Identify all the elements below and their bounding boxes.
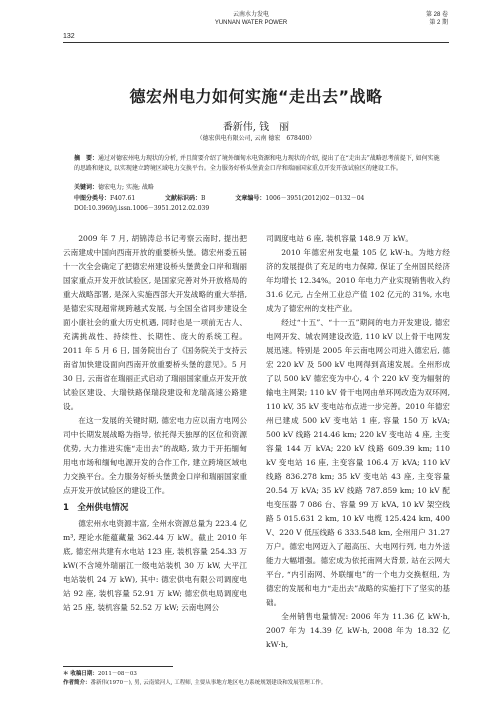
author-bio-label: 作者简介： (63, 680, 91, 686)
journal-name-cn: 云南水力发电 (232, 12, 269, 18)
body-paragraph: 司调度电站 6 座, 装机容量 148.9 万 kW。 (266, 234, 413, 243)
article-number-label: 文章编号： (235, 195, 266, 202)
body-paragraph: 在这一发展的关键时期, 德宏电力应以南方电网公司中长期发展战略为指导, 依托得天独厚的区位和资源优势, 大力推进实施“走出去”的战略, 致力于开拓缅甸用电市场和缅甸电源开发的合作工作, 建立跨境区域电力交换平台。全力服务好桥头堡黄金口岸和瑞丽国家重点开发开放试验区的建设工作。 (63, 416, 247, 495)
clc-value: F407.61 (110, 195, 136, 202)
keywords-label: 关键词： (74, 184, 99, 191)
page-number: 132 (63, 33, 75, 40)
journal-name-en: YUNNAN WATER POWER (214, 20, 288, 26)
volume-label: 第 28 卷 (425, 12, 448, 18)
doi: DOI:10.3969/j.issn.1006－3951.2012.02.039 (74, 205, 210, 212)
issue-label: 第 2 期 (429, 20, 448, 26)
body-paragraph: 德宏州水电资源丰富, 全州水资源总量为 223.4 亿 m³, 理论水能蕴藏量 362.44 万 kW。截止 2010 年底, 德宏州共建有水电站 123 座, 装机容量 254.33 万 kW(不含境外瑞丽江一级电站装机 30 万 kW, 大平江电站装机 24 万 kW), 其中: 德宏供电有限公司调度电站 92 座, 装机容量 52.91 万 kW; 德宏供电局调度电站 25 座, 装机容量 52.52 万 kW; 云南电网公 (63, 519, 247, 612)
clc-label: 中图分类号： (74, 195, 111, 202)
body-paragraph: 全州销售电量情况: 2006 年为 11.36 亿 kW·h, 2007 年为 14.39 亿 kW·h, 2008 年为 18.32 亿 kW·h, (266, 612, 450, 649)
body-paragraph: 经过“十五”、“十一五”期间的电力开发建设, 德宏电网开发、城农网建设改造, 110 kV 以上骨干电网发展迅速。特别是 2005 年云南电网公司进入德宏后, 德宏 220 kV 及 500 kV 电网得到高速发展。全州形成了以 500 kV 德宏变为中心, 4 个 220 kV 变为辐射的输电主网架; 110 kV 骨干电网由单环网改造为双环网, 110 kV, 35 kV 变电站布点进一步完善。2010 年德宏州已建成 500 kV 变电站 1 座, 容量 150 万 kVA; 500 kV 线路 214.46 km; 220 kV 变电站 4 座, 主变容量 144 万 kVA; 220 kV 线路 609.39 km; 110 kV 变电站 16 座, 主变容量 106.4 万 kVA; 110 kV 线路 836.278 km; 35 kV 变电站 43 座, 主变容量 20.54 万 kVA; 35 kV 线路 787.859 km; 10 kV 配电变压器 7 086 台、容量 99 万 kVA, 10 kV 架空线路 5 015.631 2 km, 10 kV 电缆 125.424 km, 400 V、220 V 低压线路 6 333.548 km, 全州用户 31.27 万户。德宏电网迈入了超高压、大电网行列, 电力外送能力大幅增强。德宏成为依托南网大背景, 站在云网大平台, “内引南网、外联缅电”的一个电力交换枢纽, 为德宏的发展和电力“走出去”战略的实施打下了坚实的基础。 (266, 318, 450, 607)
author-bio-text: 番新伟(1970－), 男, 云南梁河人, 工程师, 主要从事地方地区电力系统规划建设和发展管理工作。 (90, 680, 327, 686)
article-title: 德宏州电力如何实施“走出去”战略 (129, 87, 383, 106)
running-header-journal (180, 11, 322, 27)
author-affiliation: （德宏供电有限公司, 云南 德宏 678400） (196, 135, 316, 142)
keywords-text: 德宏电力; 实施; 战略 (98, 184, 154, 191)
article-authors: 番新伟, 钱 丽 (222, 122, 290, 133)
abstract-label: 摘 要： (74, 155, 99, 162)
article-number-value: 1006－3951(2012)02－0132－04 (265, 195, 365, 202)
running-header-issue (418, 11, 448, 27)
keywords (74, 184, 154, 192)
doc-code-label: 文献标识码： (165, 195, 202, 202)
right-column (266, 232, 450, 652)
footnote-author-bio (63, 679, 453, 687)
body-paragraph: 2009 年 7 月, 胡锦涛总书记考察云南时, 提出把云南建成中国向西南开放的重要桥头堡。德宏州委五届十一次全会确定了把德宏州建设桥头堡黄金口岸和瑞丽国家重点开发开放试验区, 是国家完善对外开放格局的重大战略部署, 是深入实施西部大开发战略的重大举措, 是德宏实现超常规跨越式发展, 与全国全省同步建设全面小康社会的重大历史机遇, 同时也是一项前无古人、充满挑战性、持续性、长期性、庞大的系统工程。2011 年 5 月 6 日, 国务院出台了《国务院关于支持云南省加快建设面向西南开放重要桥头堡的意见》。5 月 30 日, 云南省在瑞丽正式启动了瑞丽国家重点开发开放试验区建设、大瑞铁路保瑞段建设和龙瑞高速公路建设。 (63, 234, 247, 411)
received-label: ＊ 收稿日期： (63, 671, 98, 677)
section-heading: 1 全州供电情况 (63, 503, 129, 513)
doc-code-value: B (201, 195, 206, 202)
classification-line (74, 195, 440, 203)
left-column (63, 232, 247, 615)
received-date: 2011－08－03 (97, 671, 137, 677)
abstract (74, 154, 440, 174)
body-paragraph: 2010 年德宏州发电量 105 亿 kW·h。为地方经济的发展提供了充足的电力保障, 保证了全州国民经济年均增长 12.34%。2010 年电力产业实现销售收入约 31.6 亿元, 占全州工业总产值 102 亿元的 31%, 水电成为了德宏州的支柱产业。 (266, 248, 450, 313)
abstract-text: 通过对德宏州电力现状的分析, 并且简要介绍了境外缅甸水电资源和电力现状的介绍, 提出了在“走出去”战略思考前提下, 如何实施的思路和建议, 以实现建立跨境区域电力交换平台。全力服务好桥头堡黄金口岸和瑞丽国家重点开发开放试验区的建设工作。 (74, 155, 440, 172)
header-divider (63, 42, 449, 43)
footnote-divider (63, 666, 173, 667)
footnote-received (63, 670, 453, 678)
